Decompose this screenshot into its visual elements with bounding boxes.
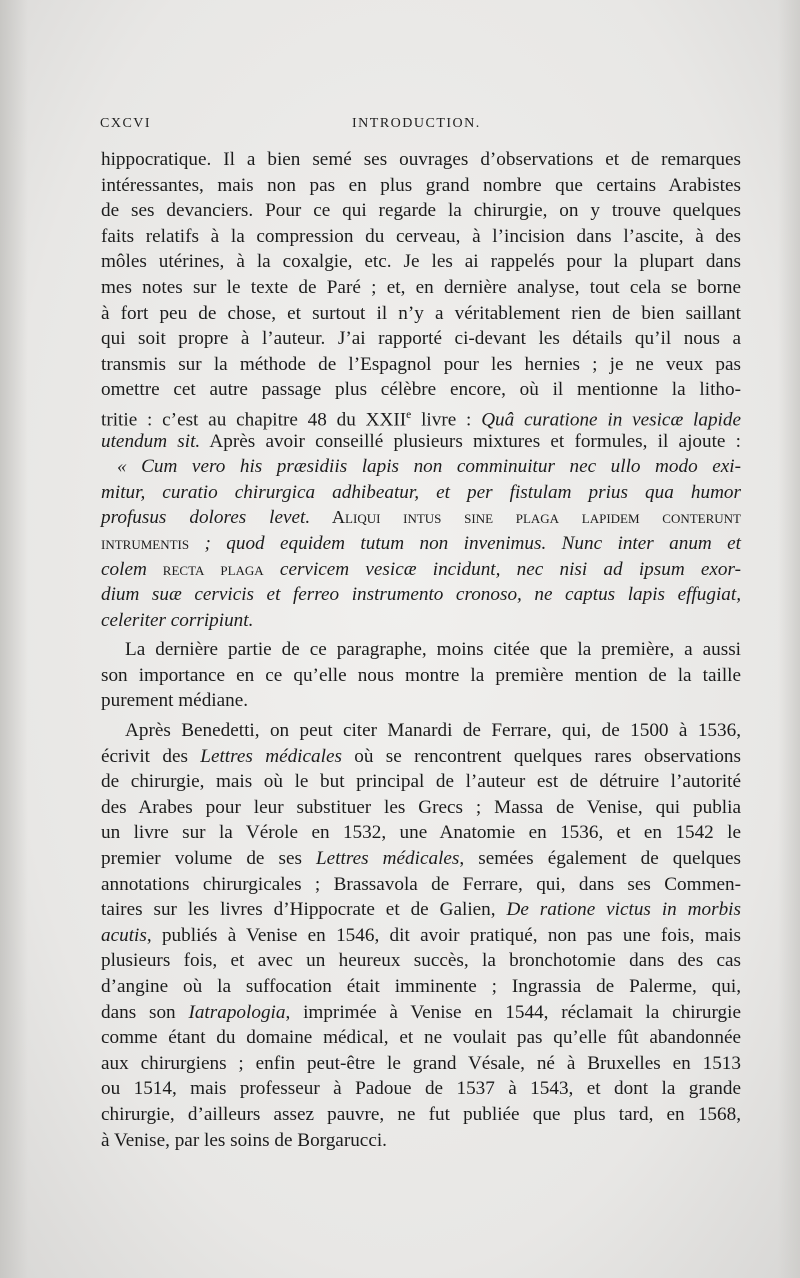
text-line: chirurgie, d’ailleurs assez pauvre, ne fut publiée que plus tard, en 1568, <box>101 1103 741 1125</box>
book-title: acutis <box>101 924 147 946</box>
book-title: De ratione victus in morbis <box>506 899 741 921</box>
text-run: , semées également de quelques <box>459 848 741 870</box>
text-line: à Venise, par les soins de Borgarucci. <box>101 1129 387 1151</box>
text-line: d’angine où la suffocation était imminente ; Ingrassia de Palerme, qui, <box>101 976 741 997</box>
text-line: son importance en ce qu’elle nous montre la première mention de la taille <box>101 664 741 686</box>
text-run: premier volume de ses <box>101 848 317 870</box>
text-line: de chirurgie, mais où le but principal de l’auteur est de détruire l’autorité <box>101 771 741 793</box>
text-run: colem <box>101 558 147 580</box>
text-line <box>101 846 741 872</box>
book-title: Iatrapologia <box>188 1001 286 1023</box>
text-line: Après Benedetti, on peut citer Manardi de Ferrare, qui, de 1500 à 1536, <box>125 720 741 742</box>
quote-line: dium suæ cervicis et ferreo instrumento cronoso, ne captus lapis effugiat, <box>101 584 741 606</box>
text-line: faits relatifs à la compression du cerveau, à l’incision dans l’ascite, à des <box>101 225 741 247</box>
text-line: un livre sur la Vérole en 1532, une Anatomie en 1536, et en 1542 le <box>101 822 741 844</box>
text-run: écrivit des <box>101 745 201 767</box>
text-line: à fort peu de chose, et surtout il n’y a véritablement rien de bien saillant <box>101 302 741 324</box>
text-run: dans son <box>101 1001 189 1023</box>
small-caps-run: intrumentis <box>101 532 190 553</box>
text-run: Après avoir conseillé plusieurs mixtures et formules, il ajoute : <box>200 430 741 452</box>
paragraph-1 <box>101 147 741 454</box>
text-line <box>101 897 741 923</box>
text-run: cervicem vesicæ incidunt, nec nisi ad ipsum exor- <box>263 558 741 580</box>
paragraph-4 <box>101 718 741 1153</box>
running-title: INTRODUCTION. <box>352 116 481 131</box>
text-run: , imprimée à Venise en 1544, réclamait la chirurgie <box>285 1001 741 1023</box>
text-line: aux chirurgiens ; enfin peut-être le grand Vésale, né à Bruxelles en 1513 <box>101 1052 741 1074</box>
text-line: comme étant du domaine médical, et ne voulait pas qu’elle fût abandonnée <box>101 1027 741 1049</box>
text-line: intéressantes, mais non pas en plus grand nombre que certains Arabistes <box>101 174 741 196</box>
book-title: Lettres médicales <box>316 848 460 870</box>
text-line: transmis sur la méthode de l’Espagnol pour les hernies ; je ne veux pas <box>101 353 741 375</box>
text-run: , publiés à Venise en 1546, dit avoir pratiqué, non pas une fois, mais <box>146 924 741 946</box>
text-run: livre : <box>411 409 482 431</box>
text-line <box>101 744 741 770</box>
text-run: ; quod equidem tutum non invenimus. Nunc inter anum et <box>189 532 741 554</box>
text-line: hippocratique. Il a bien semé ses ouvrages d’observations et de remarques <box>101 149 741 170</box>
text-run: où se rencontrent quelques rares observations <box>341 745 741 767</box>
text-line: omettre cet autre passage plus célèbre encore, où il mentionne la litho- <box>101 379 741 401</box>
book-title: Lettres médicales <box>200 745 342 767</box>
quote-line <box>101 531 741 557</box>
page-edge-shadow <box>778 0 800 1278</box>
text-run: tritie : c’est au chapitre 48 du XXII <box>101 409 407 431</box>
small-caps-run: recta plaga <box>146 558 264 579</box>
quote-line: « Cum vero his præsidiis lapis non comminuitur nec ullo modo exi- <box>117 456 741 478</box>
text-line: mes notes sur le texte de Paré ; et, en dernière analyse, tout cela se borne <box>101 276 741 298</box>
quote-line <box>101 505 741 531</box>
paragraph-3 <box>101 637 741 714</box>
text-line <box>101 429 741 455</box>
text-line <box>101 923 741 949</box>
text-line: qui soit propre à l’auteur. J’ai rapporté ci-devant les détails qu’il nous a <box>101 328 741 350</box>
quote-line <box>101 557 741 583</box>
superscript: e <box>406 408 412 421</box>
text-line: môles utérines, à la coxalgie, etc. Je les ai rappelés pour la plupart dans <box>101 251 741 273</box>
text-line <box>101 1000 741 1026</box>
text-line <box>101 403 741 429</box>
quote-line: mitur, curatio chirurgica adhibeatur, et per fistulam prius qua humor <box>101 481 741 503</box>
running-head <box>100 116 700 140</box>
text-line: annotations chirurgicales ; Brassavola de Ferrare, qui, dans ses Commen- <box>101 873 741 895</box>
text-line: ou 1514, mais professeur à Padoue de 1537 à 1543, et dont la grande <box>101 1078 741 1100</box>
text-line: La dernière partie de ce paragraphe, moins citée que la première, a aussi <box>125 639 741 661</box>
page-gutter-shadow <box>0 0 28 1278</box>
page-number: CXCVI <box>100 116 152 131</box>
text-line: de ses devanciers. Pour ce qui regarde la chirurgie, on y trouve quelques <box>101 200 741 222</box>
text-run: profusus dolores levet. <box>101 507 311 529</box>
latin-quotation <box>101 454 741 633</box>
latin-title: utendum sit. <box>101 430 201 452</box>
text-line: des Arabes pour leur substituer les Grecs ; Massa de Venise, qui publia <box>101 796 741 818</box>
body-text <box>101 147 741 1153</box>
text-line: plusieurs fois, et avec un heureux succès, la bronchotomie dans des cas <box>101 950 741 972</box>
small-caps-run: Aliqui intus sine plaga lapidem conterunt <box>310 507 741 528</box>
text-run: taires sur les livres d’Hippocrate et de Galien, <box>101 899 507 921</box>
quote-line: celeriter corripiunt. <box>101 609 254 631</box>
text-line: purement médiane. <box>101 690 249 712</box>
latin-title: Quâ curatione in vesicæ lapide <box>481 409 741 431</box>
